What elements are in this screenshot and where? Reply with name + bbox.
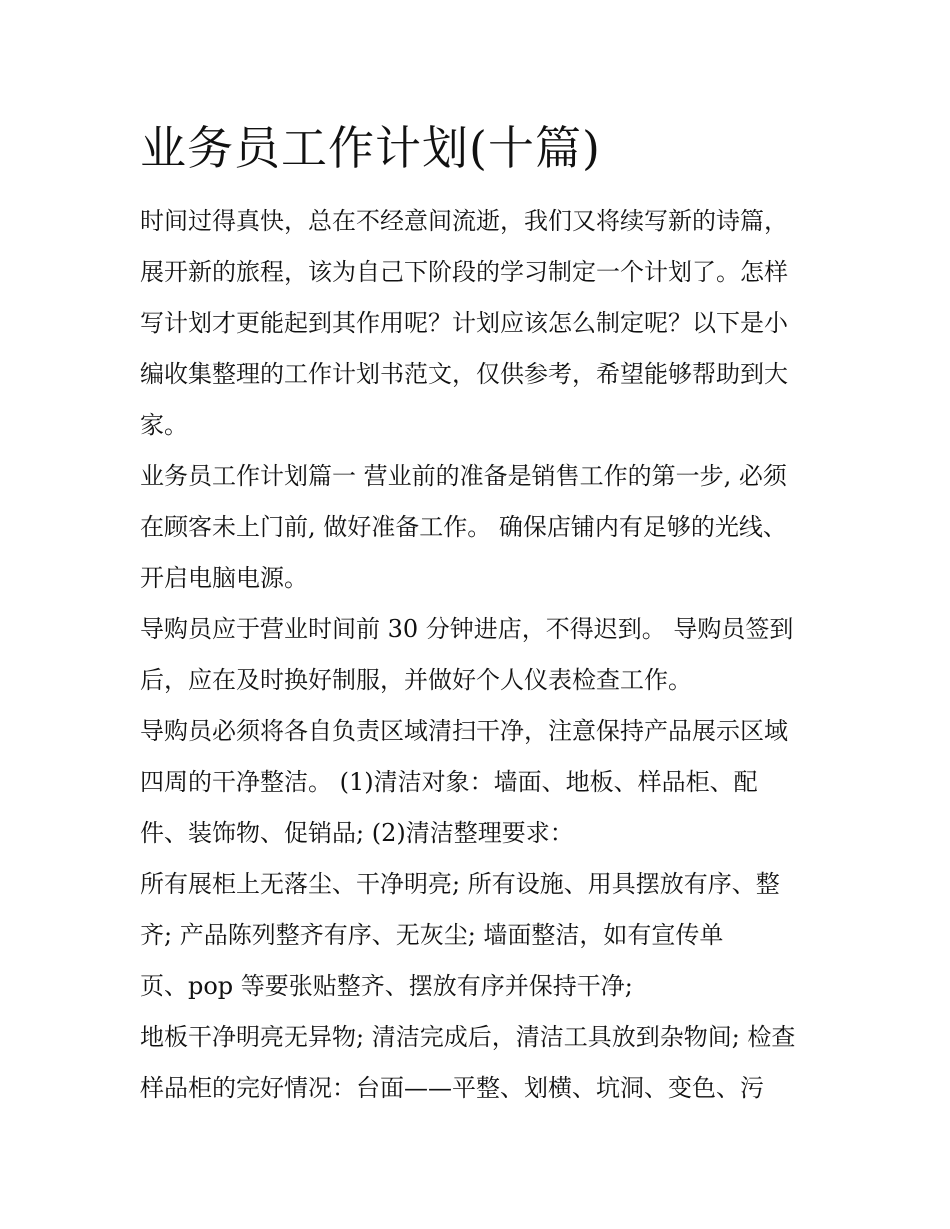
text-line: 时间过得真快，总在不经意间流逝，我们又将续写新的诗篇，	[140, 207, 788, 235]
text-line: 所有展柜上无落尘、干净明亮; 所有设施、用具摆放有序、整	[140, 870, 780, 898]
text-line: 页、pop 等要张贴整齐、摆放有序并保持干净;	[140, 972, 633, 1000]
text-line: 后，应在及时换好制服，并做好个人仪表检查工作。	[140, 666, 692, 694]
text-line: 件、装饰物、促销品; (2)清洁整理要求：	[140, 819, 574, 847]
text-line: 编收集整理的工作计划书范文，仅供参考，希望能够帮助到大	[140, 360, 788, 388]
text-line: 写计划才更能起到其作用呢？计划应该怎么制定呢？以下是小	[140, 309, 788, 337]
text-line: 样品柜的完好情况：台面——平整、划横、坑洞、变色、污	[140, 1074, 764, 1102]
text-line: 地板干净明亮无异物; 清洁完成后，清洁工具放到杂物间; 检查	[140, 1023, 796, 1051]
text-line: 展开新的旅程，该为自己下阶段的学习制定一个计划了。怎样	[140, 258, 788, 286]
text-line: 家。	[140, 411, 188, 439]
document-body	[140, 196, 830, 1114]
text-line: 四周的干净整洁。 (1)清洁对象：墙面、地板、样品柜、配	[140, 768, 758, 796]
text-line: 开启电脑电源。	[140, 564, 308, 592]
text-line: 齐; 产品陈列整齐有序、无灰尘; 墙面整洁，如有宣传单	[140, 921, 724, 949]
document-title: 业务员工作计划(十篇)	[140, 121, 601, 175]
text-line: 导购员必须将各自负责区域清扫干净，注意保持产品展示区域	[140, 717, 788, 745]
text-line: 业务员工作计划篇一 营业前的准备是销售工作的第一步, 必须	[140, 462, 787, 490]
text-line: 导购员应于营业时间前 30 分钟进店，不得迟到。 导购员签到	[140, 615, 794, 643]
text-line: 在顾客未上门前, 做好准备工作。 确保店铺内有足够的光线、	[140, 513, 787, 541]
